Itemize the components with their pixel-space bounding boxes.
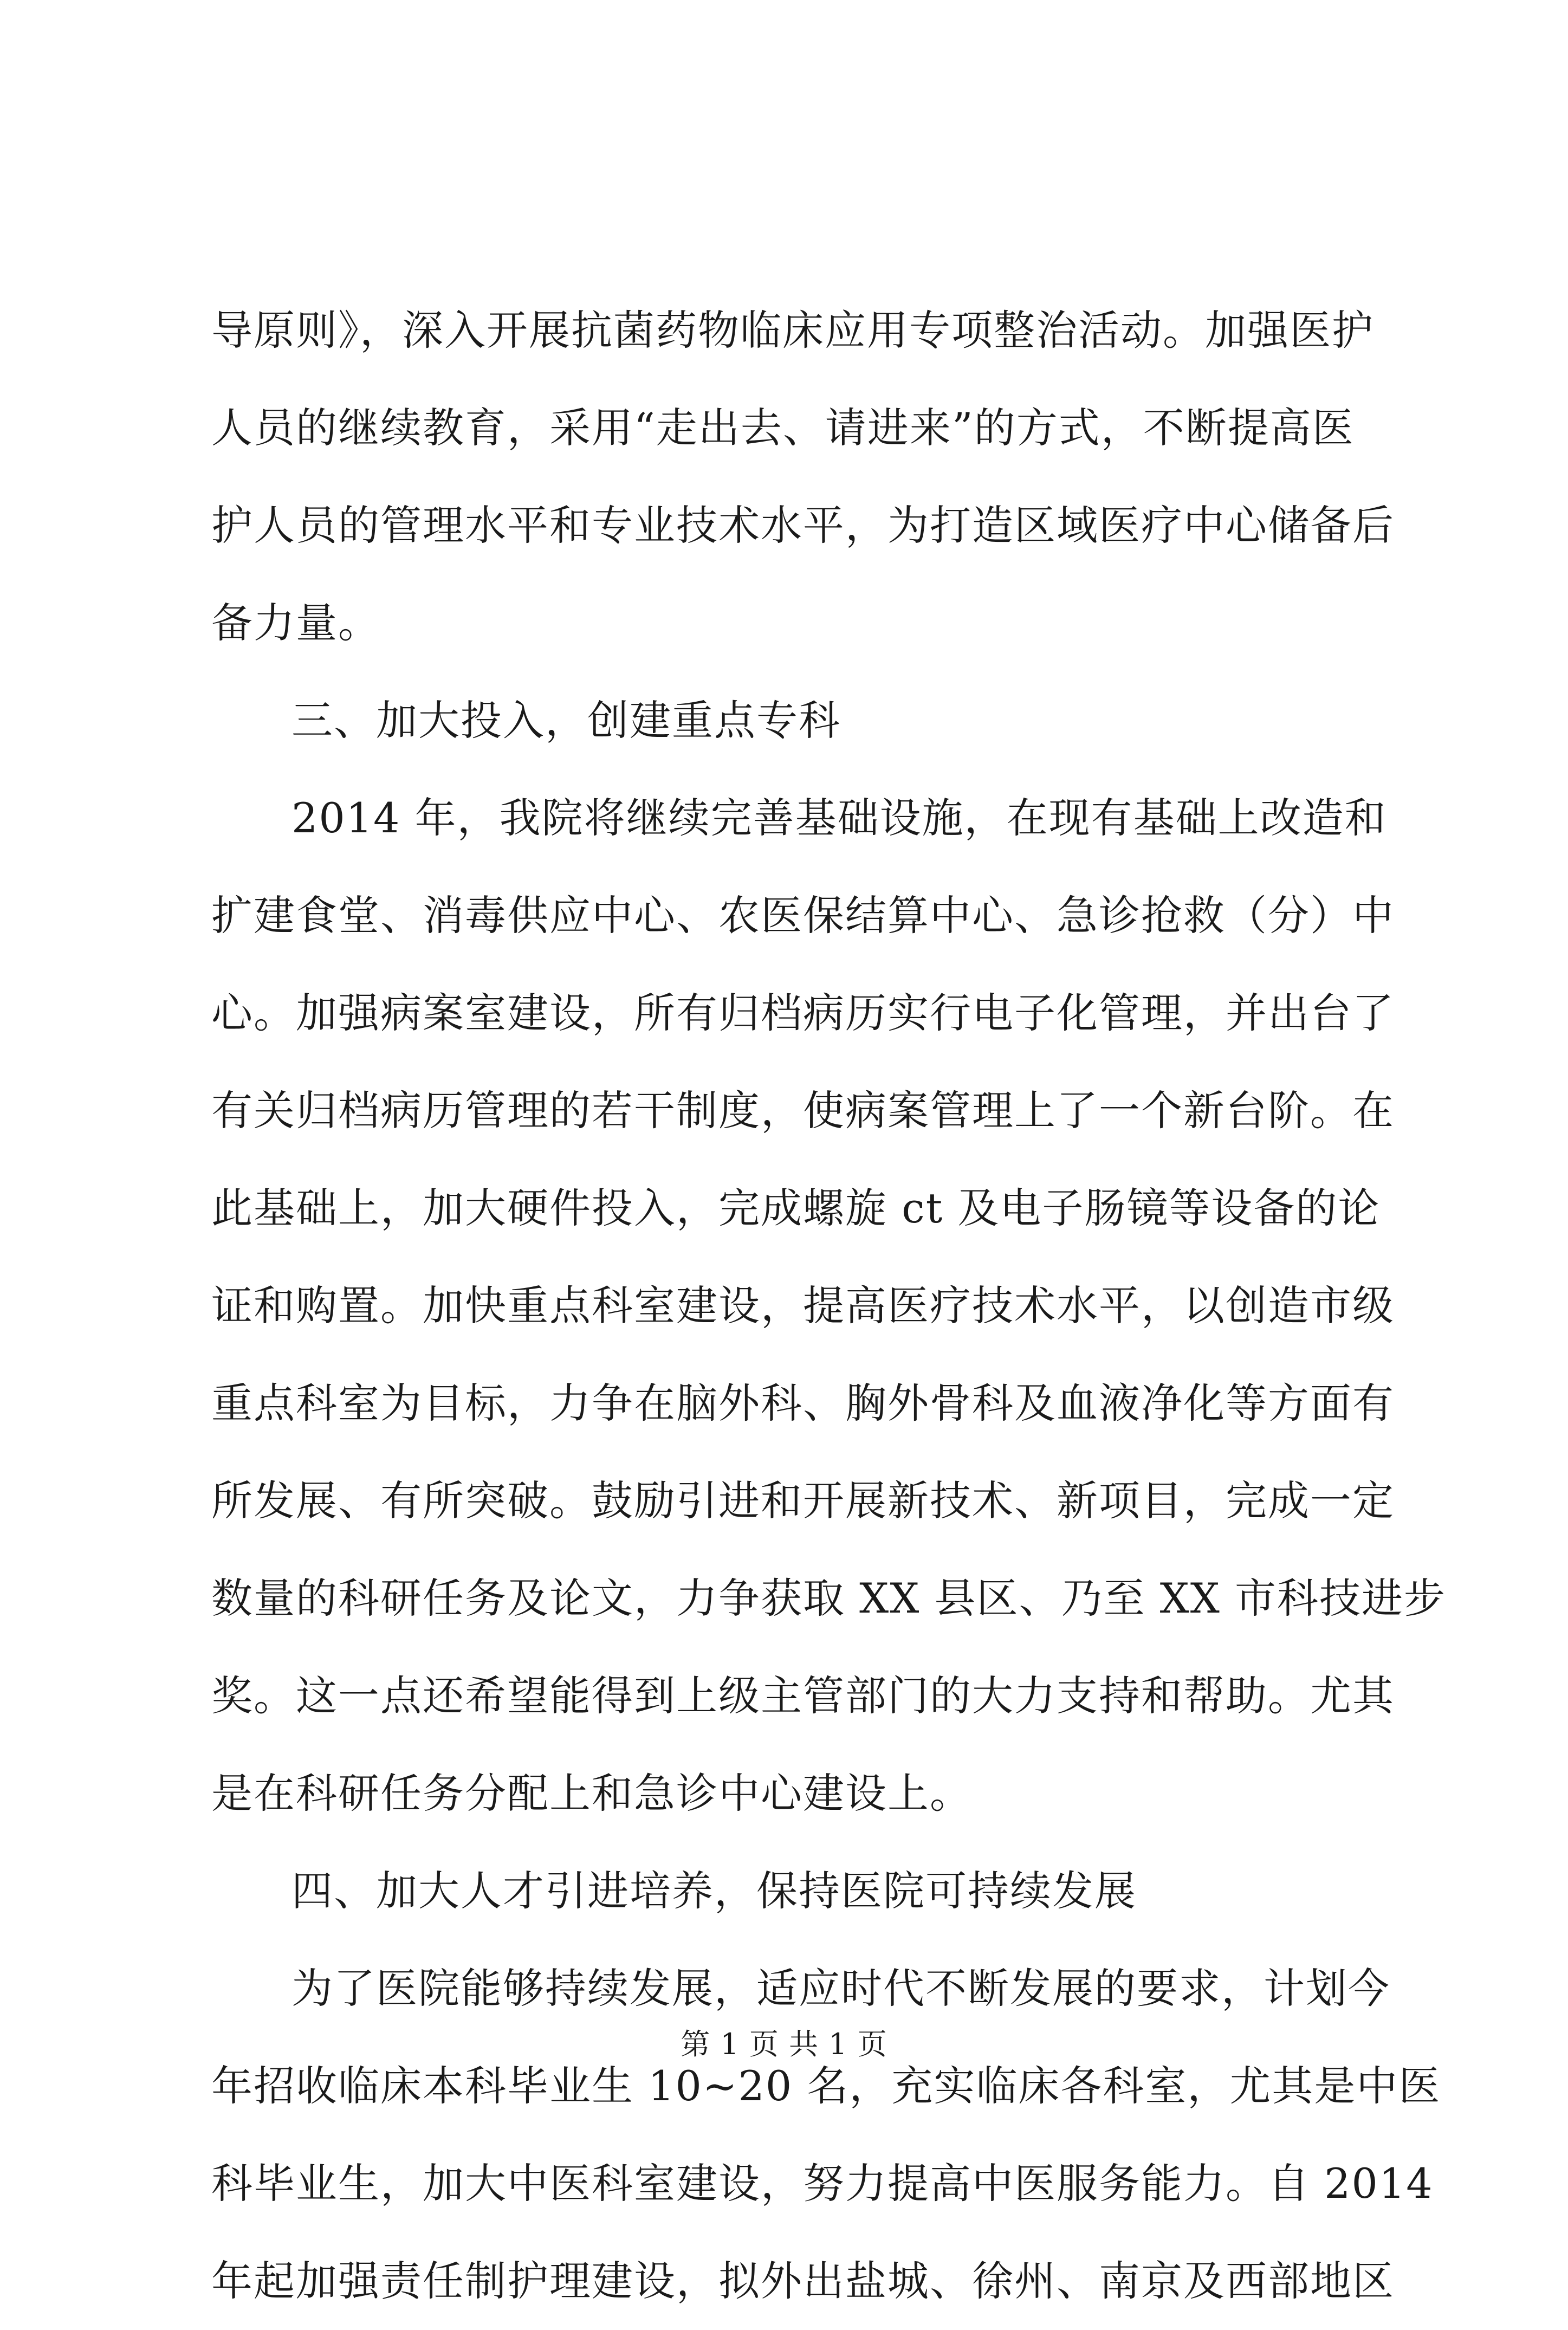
body-line: 科毕业生，加大中医科室建设，努力提高中医服务能力。自 2014 — [211, 2159, 1434, 2208]
body-line: 人员的继续教育，采用“走出去、请进来”的方式，不断提高医 — [211, 404, 1355, 452]
body-line: 此基础上，加大硬件投入，完成螺旋 ct 及电子肠镜等设备的论 — [211, 1184, 1381, 1232]
section-heading-3: 三、加大投入，创建重点专科 — [291, 696, 841, 745]
body-line: 重点科室为目标，力争在脑外科、胸外骨科及血液净化等方面有 — [211, 1379, 1395, 1427]
body-line: 护人员的管理水平和专业技术水平，为打造区域医疗中心储备后 — [211, 501, 1395, 549]
body-line: 有关归档病历管理的若干制度，使病案管理上了一个新台阶。在 — [211, 1086, 1395, 1135]
body-line: 年起加强责任制护理建设，拟外出盐城、徐州、南京及西部地区 — [211, 2257, 1395, 2305]
body-line: 年招收临床本科毕业生 10~20 名，充实临床各科室，尤其是中医 — [211, 2062, 1441, 2110]
body-line: 导原则》，深入开展抗菌药物临床应用专项整治活动。加强医护 — [211, 306, 1374, 354]
body-line: 扩建食堂、消毒供应中心、农医保结算中心、急诊抢救（分）中 — [211, 891, 1395, 940]
body-line: 心。加强病案室建设，所有归档病历实行电子化管理，并出台了 — [211, 989, 1395, 1037]
body-line: 所发展、有所突破。鼓励引进和开展新技术、新项目，完成一定 — [211, 1477, 1395, 1525]
body-line: 是在科研任务分配上和急诊中心建设上。 — [211, 1769, 972, 1817]
paragraph-start-line: 2014 年，我院将继续完善基础设施，在现有基础上改造和 — [291, 794, 1387, 842]
body-line: 奖。这一点还希望能得到上级主管部门的大力支持和帮助。尤其 — [211, 1672, 1395, 1720]
body-line: 数量的科研任务及论文，力争获取 XX 县区、乃至 XX 市科技进步 — [211, 1574, 1447, 1622]
body-line: 备力量。 — [211, 599, 380, 647]
page-number-footer: 第 1 页 共 1 页 — [681, 2027, 887, 2061]
section-heading-4: 四、加大人才引进培养，保持医院可持续发展 — [291, 1867, 1137, 1915]
body-line: 证和购置。加快重点科室建设，提高医疗技术水平，以创造市级 — [211, 1282, 1395, 1330]
paragraph-start-line: 为了医院能够持续发展，适应时代不断发展的要求，计划今 — [291, 1964, 1390, 2012]
